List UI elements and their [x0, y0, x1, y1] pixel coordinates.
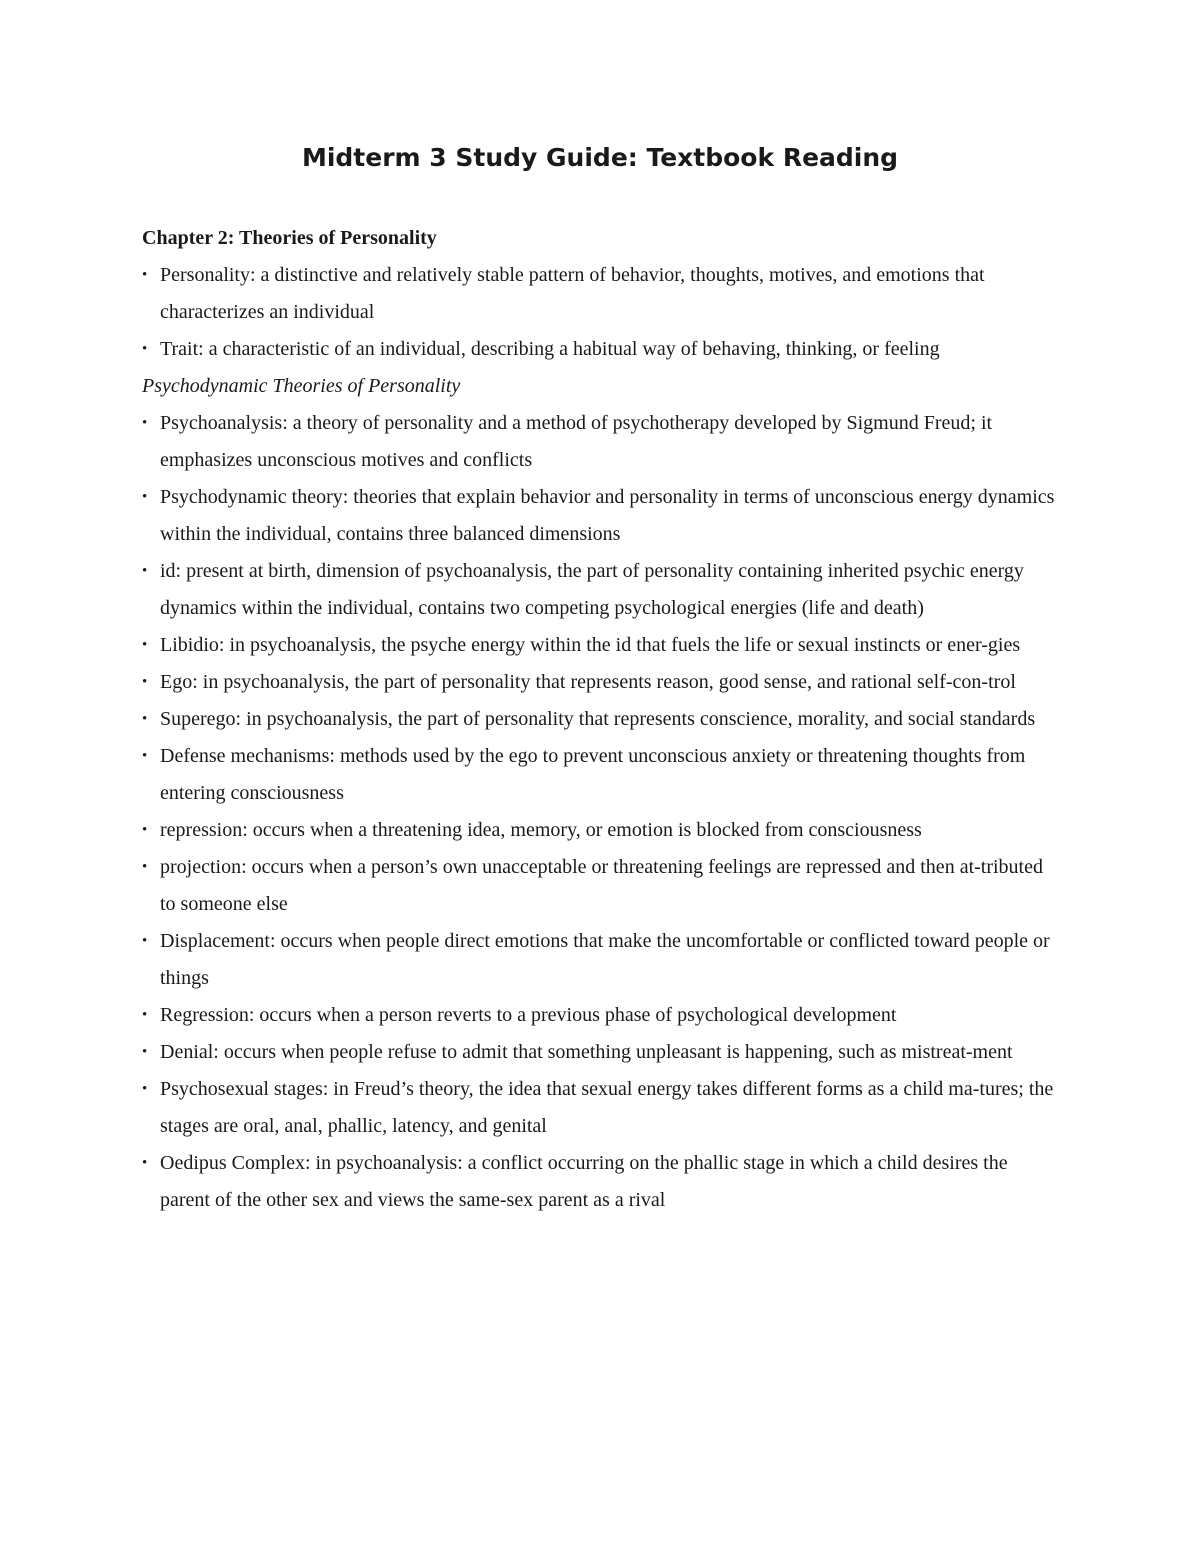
definition-item — [142, 479, 1062, 553]
definition-item — [142, 1145, 1062, 1219]
definition-text: Personality: a distinctive and relatively stable pattern of behavior, thoughts, motives, and emotions that characterizes an individual — [160, 264, 985, 323]
document-body — [142, 220, 1062, 1219]
bullet-icon: • — [142, 341, 148, 357]
definition-item — [142, 627, 1062, 664]
chapter-heading: Chapter 2: Theories of Personality — [142, 227, 437, 249]
bullet-icon: • — [142, 637, 148, 653]
bullet-icon: • — [142, 1007, 148, 1023]
bullet-icon: • — [142, 859, 148, 875]
definition-text: Psychosexual stages: in Freud’s theory, the idea that sexual energy takes different forms as a child ma-tures; the stages are oral, anal, phallic, latency, and genital — [160, 1078, 1054, 1137]
definition-text: repression: occurs when a threatening idea, memory, or emotion is blocked from consciousness — [160, 819, 922, 841]
bullet-icon: • — [142, 1081, 148, 1097]
bullet-icon: • — [142, 933, 148, 949]
bullet-icon: • — [142, 822, 148, 838]
definition-text: Regression: occurs when a person reverts to a previous phase of psychological development — [160, 1004, 897, 1026]
definition-text: id: present at birth, dimension of psychoanalysis, the part of personality containing inherited psychic energy dynamics within the individual, contains two competing psychological energies (life and death) — [160, 560, 1024, 619]
definition-text: Psychoanalysis: a theory of personality and a method of psychotherapy developed by Sigmund Freud; it emphasizes unconscious motives and conflicts — [160, 412, 993, 471]
definition-text: projection: occurs when a person’s own unacceptable or threatening feelings are repressed and then at-tributed to someone else — [160, 856, 1043, 915]
definition-item — [142, 405, 1062, 479]
bullet-icon: • — [142, 267, 148, 283]
definition-item — [142, 664, 1062, 701]
bullet-icon: • — [142, 489, 148, 505]
definition-item — [142, 331, 1062, 368]
definition-item — [142, 257, 1062, 331]
definition-item — [142, 1071, 1062, 1145]
definition-item — [142, 553, 1062, 627]
definition-text: Oedipus Complex: in psychoanalysis: a conflict occurring on the phallic stage in which a child desires the parent of the other sex and views the same-sex parent as a rival — [160, 1152, 1008, 1211]
definition-item — [142, 701, 1062, 738]
definition-item — [142, 738, 1062, 812]
intro-definition-list — [142, 257, 1062, 368]
bullet-icon: • — [142, 1155, 148, 1171]
definition-item — [142, 812, 1062, 849]
bullet-icon: • — [142, 748, 148, 764]
definition-text: Defense mechanisms: methods used by the ego to prevent unconscious anxiety or threatening thoughts from entering consciousness — [160, 745, 1026, 804]
definition-item — [142, 923, 1062, 997]
bullet-icon: • — [142, 1044, 148, 1060]
section-heading: Psychodynamic Theories of Personality — [142, 375, 461, 397]
definition-text: Trait: a characteristic of an individual, describing a habitual way of behaving, thinking, or feeling — [160, 338, 940, 360]
definition-text: Superego: in psychoanalysis, the part of personality that represents conscience, morality, and social standards — [160, 708, 1036, 730]
bullet-icon: • — [142, 674, 148, 690]
definition-text: Libidio: in psychoanalysis, the psyche energy within the id that fuels the life or sexual instincts or ener-gies — [160, 634, 1021, 656]
psychodynamic-definition-list — [142, 405, 1062, 1219]
definition-item — [142, 1034, 1062, 1071]
bullet-icon: • — [142, 415, 148, 431]
document-title: Midterm 3 Study Guide: Textbook Reading — [301, 143, 899, 172]
definition-item — [142, 997, 1062, 1034]
definition-text: Displacement: occurs when people direct emotions that make the uncomfortable or conflicted toward people or things — [160, 930, 1050, 989]
bullet-icon: • — [142, 563, 148, 579]
definition-item — [142, 849, 1062, 923]
definition-text: Ego: in psychoanalysis, the part of personality that represents reason, good sense, and rational self-con-trol — [160, 671, 1016, 693]
bullet-icon: • — [142, 711, 148, 727]
definition-text: Psychodynamic theory: theories that explain behavior and personality in terms of unconscious energy dynamics within the individual, contains three balanced dimensions — [160, 486, 1055, 545]
definition-text: Denial: occurs when people refuse to admit that something unpleasant is happening, such as mistreat-ment — [160, 1041, 1013, 1063]
